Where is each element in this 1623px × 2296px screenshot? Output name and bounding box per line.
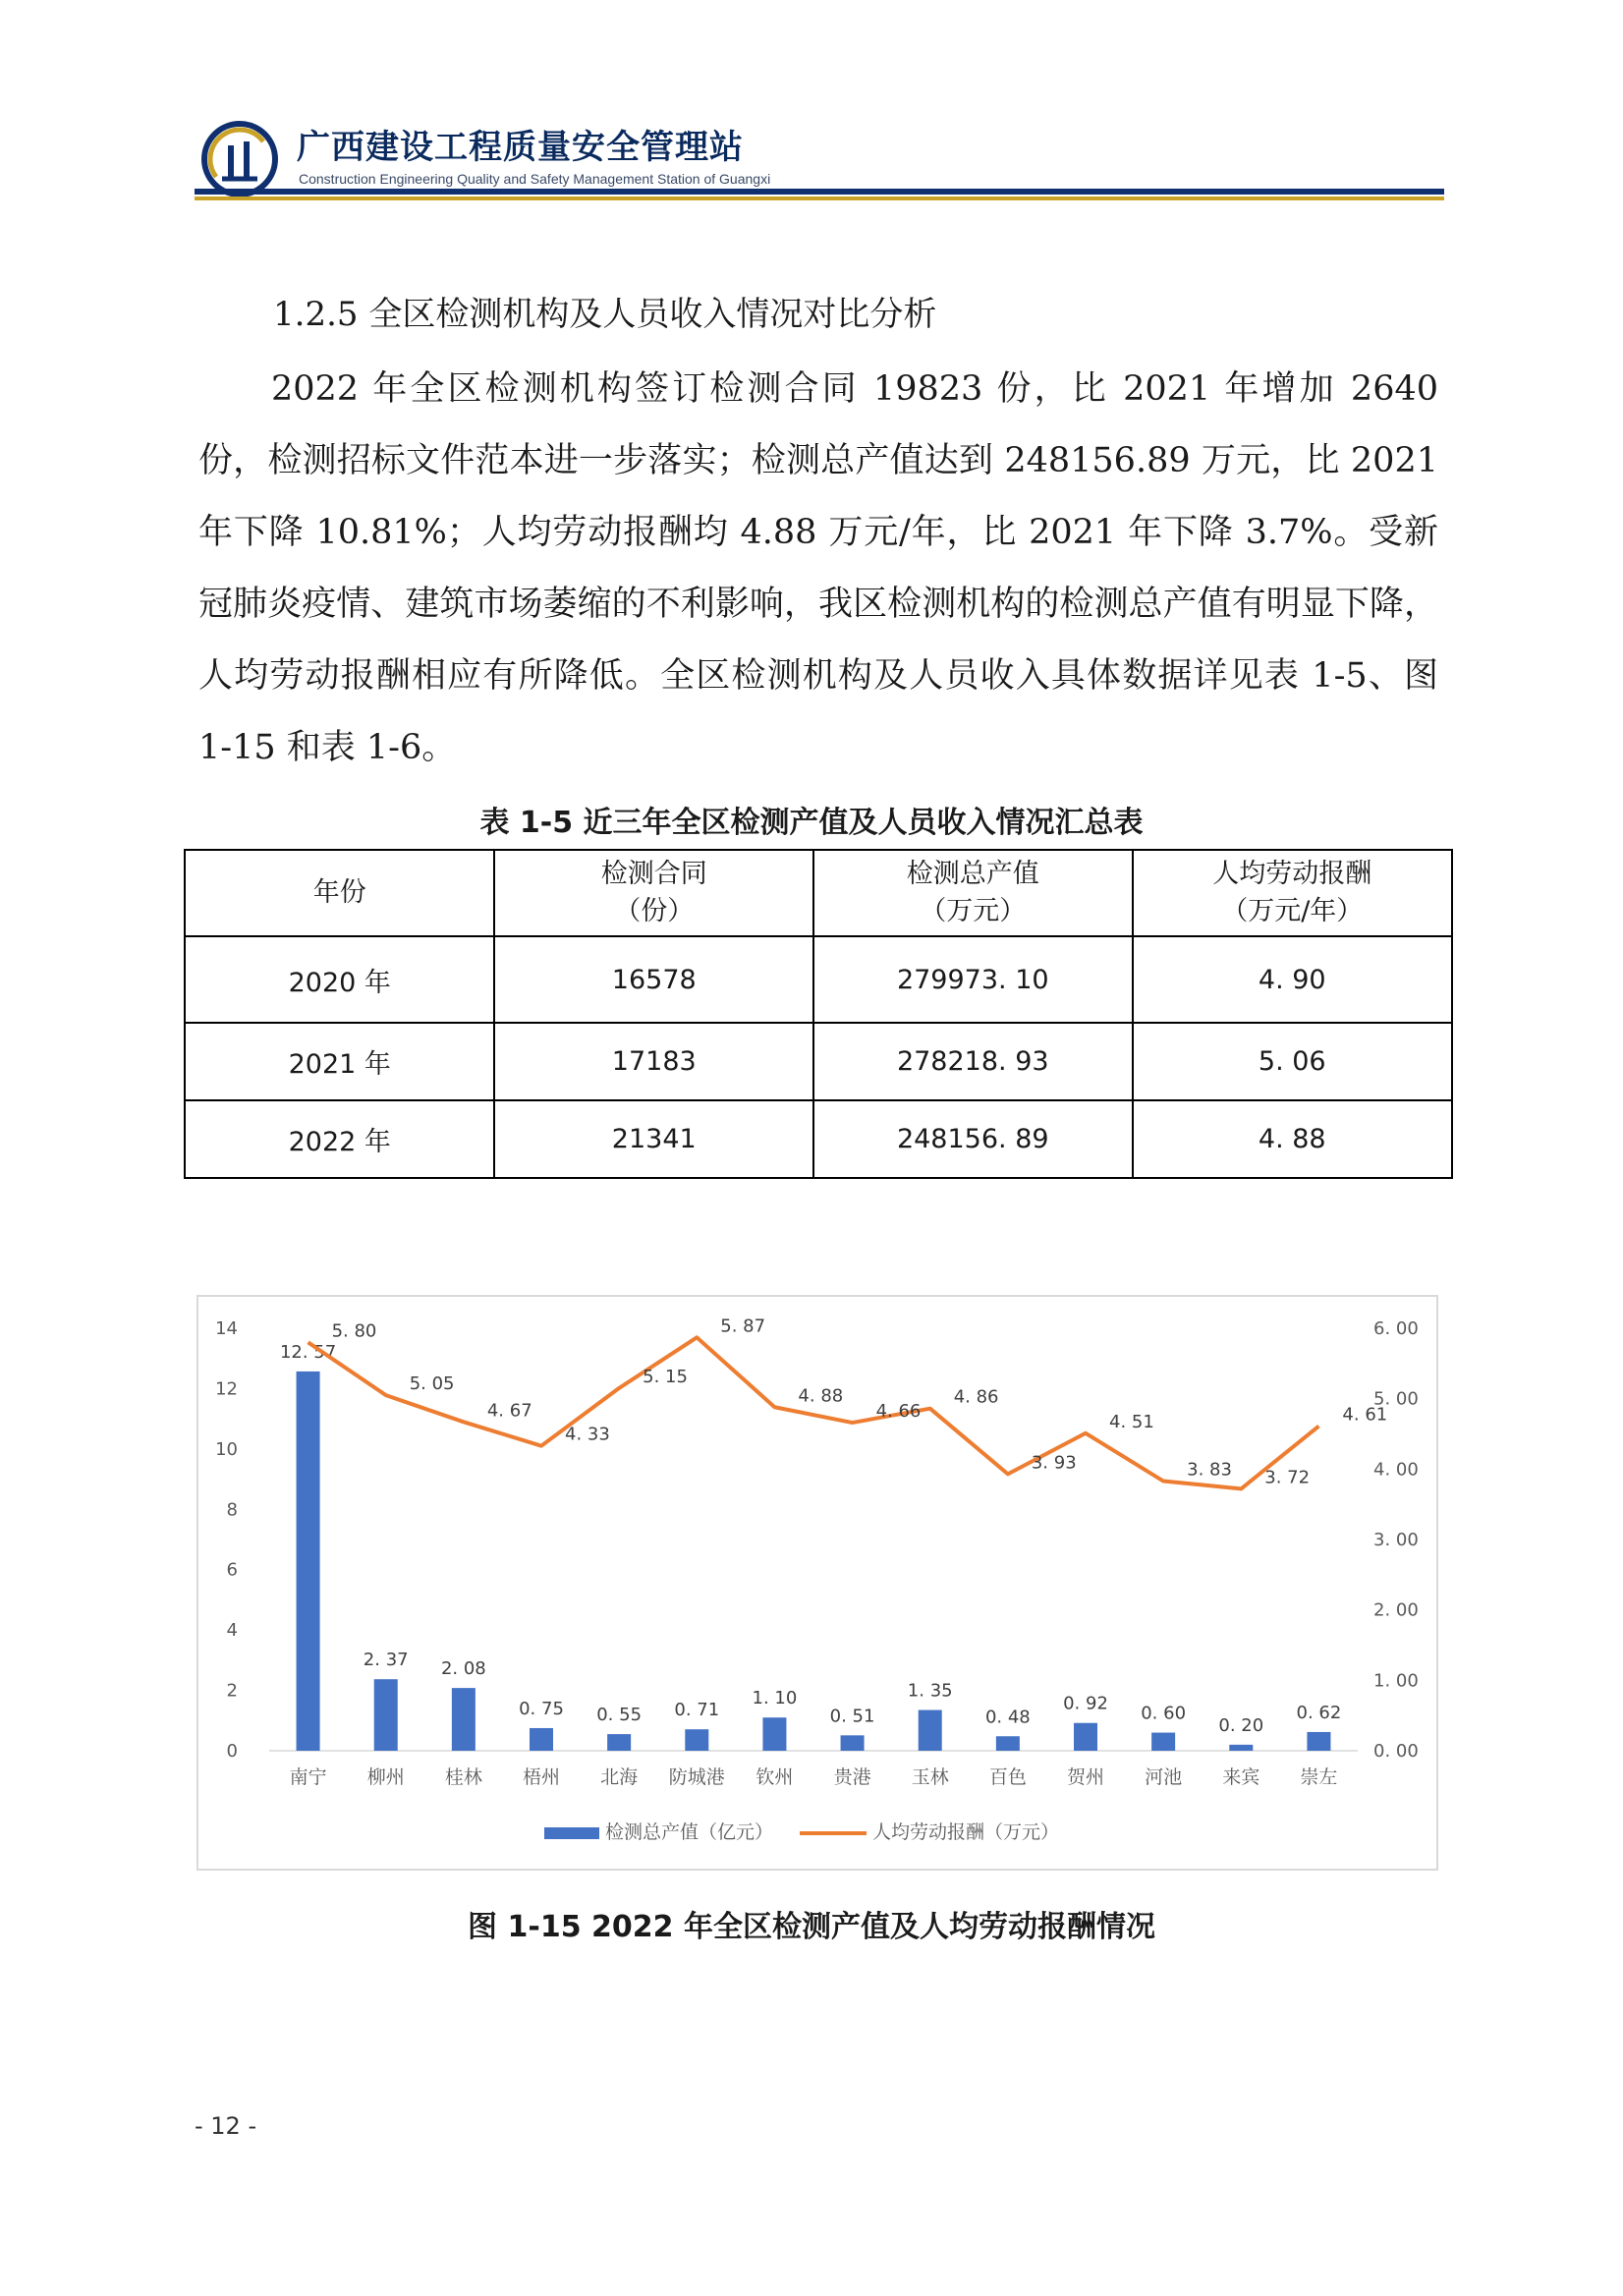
page-number: - 12 - bbox=[195, 2112, 257, 2140]
table-header-cell bbox=[185, 850, 494, 936]
figure-caption: 图 1-15 2022 年全区检测产值及人均劳动报酬情况 bbox=[468, 1910, 1155, 1944]
bar bbox=[1151, 1733, 1175, 1751]
right-tick-label: 1. 00 bbox=[1373, 1670, 1419, 1692]
line-data-label: 5. 80 bbox=[331, 1320, 377, 1342]
cell-output: 248156. 89 bbox=[813, 1100, 1133, 1178]
category-label: 玉林 bbox=[911, 1766, 949, 1788]
header-main: 年份 bbox=[312, 877, 366, 908]
org-name-en: Construction Engineering Quality and Safety Management Station of Guangxi bbox=[299, 171, 771, 187]
bar-data-label: 2. 37 bbox=[363, 1650, 409, 1671]
table-header-cell bbox=[813, 850, 1133, 936]
cell-year: 2022 年 bbox=[185, 1100, 494, 1178]
line-data-label: 4. 66 bbox=[875, 1401, 922, 1423]
legend-swatch-bar bbox=[544, 1827, 599, 1839]
legend-label-line: 人均劳动报酬（万元） bbox=[872, 1821, 1060, 1843]
category-label: 贵港 bbox=[833, 1766, 871, 1788]
header-main: 人均劳动报酬 bbox=[1212, 859, 1372, 889]
table-row bbox=[185, 936, 1452, 1023]
table-row bbox=[185, 1100, 1452, 1178]
line-data-label: 4. 88 bbox=[798, 1385, 844, 1407]
table-header-cell bbox=[1133, 850, 1452, 936]
bar-data-label: 1. 10 bbox=[752, 1688, 798, 1709]
bar bbox=[297, 1372, 320, 1751]
left-tick-label: 14 bbox=[215, 1318, 238, 1339]
cell-contracts: 17183 bbox=[494, 1023, 813, 1100]
category-label: 贺州 bbox=[1066, 1766, 1105, 1788]
bar-data-label: 0. 75 bbox=[519, 1698, 564, 1719]
table-caption: 表 1-5 近三年全区检测产值及人员收入情况汇总表 bbox=[479, 806, 1144, 840]
station-logo-icon bbox=[200, 120, 279, 198]
bar bbox=[530, 1728, 553, 1751]
line-data-label: 5. 15 bbox=[643, 1366, 688, 1387]
bar bbox=[374, 1679, 398, 1751]
bar bbox=[919, 1710, 942, 1751]
left-tick-label: 2 bbox=[226, 1680, 238, 1702]
left-tick-label: 10 bbox=[215, 1438, 238, 1460]
bar-data-label: 0. 20 bbox=[1218, 1714, 1264, 1736]
bar-data-label: 0. 92 bbox=[1063, 1693, 1108, 1714]
right-tick-label: 2. 00 bbox=[1373, 1599, 1419, 1621]
left-tick-label: 12 bbox=[215, 1378, 238, 1400]
bar-data-label: 0. 71 bbox=[674, 1700, 720, 1721]
line-series bbox=[308, 1337, 1319, 1488]
table-header-row bbox=[185, 850, 1452, 936]
category-label: 桂林 bbox=[444, 1766, 482, 1788]
bar bbox=[1229, 1745, 1253, 1751]
category-label: 河池 bbox=[1145, 1766, 1183, 1788]
bar-data-label: 12. 57 bbox=[279, 1341, 337, 1363]
header-unit: （万元） bbox=[920, 896, 1027, 926]
category-label: 百色 bbox=[988, 1766, 1027, 1788]
bar-data-label: 0. 48 bbox=[984, 1707, 1031, 1728]
table-row bbox=[185, 1023, 1452, 1100]
line-data-label: 3. 83 bbox=[1187, 1459, 1232, 1481]
cell-pay: 5. 06 bbox=[1133, 1023, 1452, 1100]
right-tick-label: 5. 00 bbox=[1373, 1388, 1419, 1410]
bar bbox=[452, 1688, 476, 1751]
left-tick-label: 4 bbox=[226, 1620, 238, 1642]
category-label: 来宾 bbox=[1222, 1766, 1260, 1788]
chart-canvas bbox=[198, 1297, 1436, 1869]
page-header bbox=[195, 110, 1444, 208]
bar-data-label: 0. 62 bbox=[1296, 1702, 1342, 1723]
right-tick-label: 6. 00 bbox=[1373, 1318, 1419, 1339]
category-label: 崇左 bbox=[1300, 1766, 1338, 1788]
header-main: 检测总产值 bbox=[906, 859, 1039, 889]
category-label: 防城港 bbox=[668, 1766, 725, 1788]
line-data-label: 3. 72 bbox=[1264, 1467, 1311, 1488]
header-unit: （份） bbox=[614, 896, 695, 926]
line-data-label: 4. 86 bbox=[953, 1386, 999, 1408]
cell-year: 2021 年 bbox=[185, 1023, 494, 1100]
line-data-label: 5. 05 bbox=[409, 1373, 455, 1395]
bar-data-label: 1. 35 bbox=[907, 1680, 953, 1702]
org-name-cn: 广西建设工程质量安全管理站 bbox=[297, 128, 744, 167]
header-main: 检测合同 bbox=[600, 859, 707, 889]
cell-output: 279973. 10 bbox=[813, 936, 1133, 1023]
bar bbox=[996, 1736, 1020, 1751]
bar bbox=[1307, 1732, 1330, 1751]
header-rule-gold bbox=[195, 196, 1444, 200]
line-data-label: 4. 61 bbox=[1342, 1404, 1388, 1426]
line-data-label: 5. 87 bbox=[720, 1316, 766, 1337]
left-tick-label: 8 bbox=[226, 1499, 238, 1521]
left-tick-label: 6 bbox=[226, 1559, 238, 1581]
category-label: 梧州 bbox=[522, 1766, 561, 1788]
category-label: 南宁 bbox=[289, 1766, 327, 1788]
cell-contracts: 21341 bbox=[494, 1100, 813, 1178]
combo-chart bbox=[196, 1295, 1438, 1871]
cell-pay: 4. 88 bbox=[1133, 1100, 1452, 1178]
left-tick-label: 0 bbox=[226, 1741, 238, 1762]
category-label: 柳州 bbox=[366, 1766, 405, 1788]
right-tick-label: 3. 00 bbox=[1373, 1530, 1419, 1550]
bar-data-label: 0. 60 bbox=[1141, 1703, 1187, 1724]
bar bbox=[607, 1734, 631, 1751]
body-paragraph: 2022 年全区检测机构签订检测合同 19823 份，比 2021 年增加 2640 份，检测招标文件范本进一步落实；检测总产值达到 248156.89 万元，比 2021 年下降 10.81%；人均劳动报酬均 4.88 万元/年，比 2021 年下降 3.7%。受新冠肺炎疫情、建筑市场萎缩的不利影响，我区检测机构的检测总产值有明显下降，人均劳动报酬相应有所降低。全区检测机构及人员收入具体数据详见表 1-5、图 1-15 和表 1-6。 bbox=[198, 369, 1439, 767]
cell-contracts: 16578 bbox=[494, 936, 813, 1023]
line-data-label: 4. 51 bbox=[1109, 1411, 1154, 1432]
category-label: 钦州 bbox=[756, 1766, 794, 1788]
header-rule-navy bbox=[195, 189, 1444, 195]
header-unit: （万元/年） bbox=[1221, 896, 1364, 926]
section-heading: 1.2.5 全区检测机构及人员收入情况对比分析 bbox=[273, 295, 937, 334]
line-data-label: 4. 33 bbox=[565, 1424, 610, 1445]
cell-output: 278218. 93 bbox=[813, 1023, 1133, 1100]
cell-pay: 4. 90 bbox=[1133, 936, 1452, 1023]
legend-label-bar: 检测总产值（亿元） bbox=[605, 1821, 774, 1843]
cell-year: 2020 年 bbox=[185, 936, 494, 1023]
bar-data-label: 2. 08 bbox=[440, 1658, 486, 1680]
bar bbox=[1074, 1723, 1097, 1751]
line-data-label: 4. 67 bbox=[486, 1400, 532, 1422]
summary-table bbox=[184, 849, 1453, 1179]
bar-data-label: 0. 51 bbox=[829, 1706, 875, 1727]
table-header-cell bbox=[494, 850, 813, 936]
right-tick-label: 0. 00 bbox=[1373, 1741, 1419, 1762]
line-data-label: 3. 93 bbox=[1031, 1452, 1077, 1474]
right-tick-label: 4. 00 bbox=[1373, 1459, 1419, 1481]
category-label: 北海 bbox=[600, 1766, 639, 1788]
bar-data-label: 0. 55 bbox=[596, 1705, 643, 1726]
bar bbox=[685, 1729, 708, 1751]
bar bbox=[762, 1717, 786, 1751]
bar bbox=[841, 1735, 865, 1751]
